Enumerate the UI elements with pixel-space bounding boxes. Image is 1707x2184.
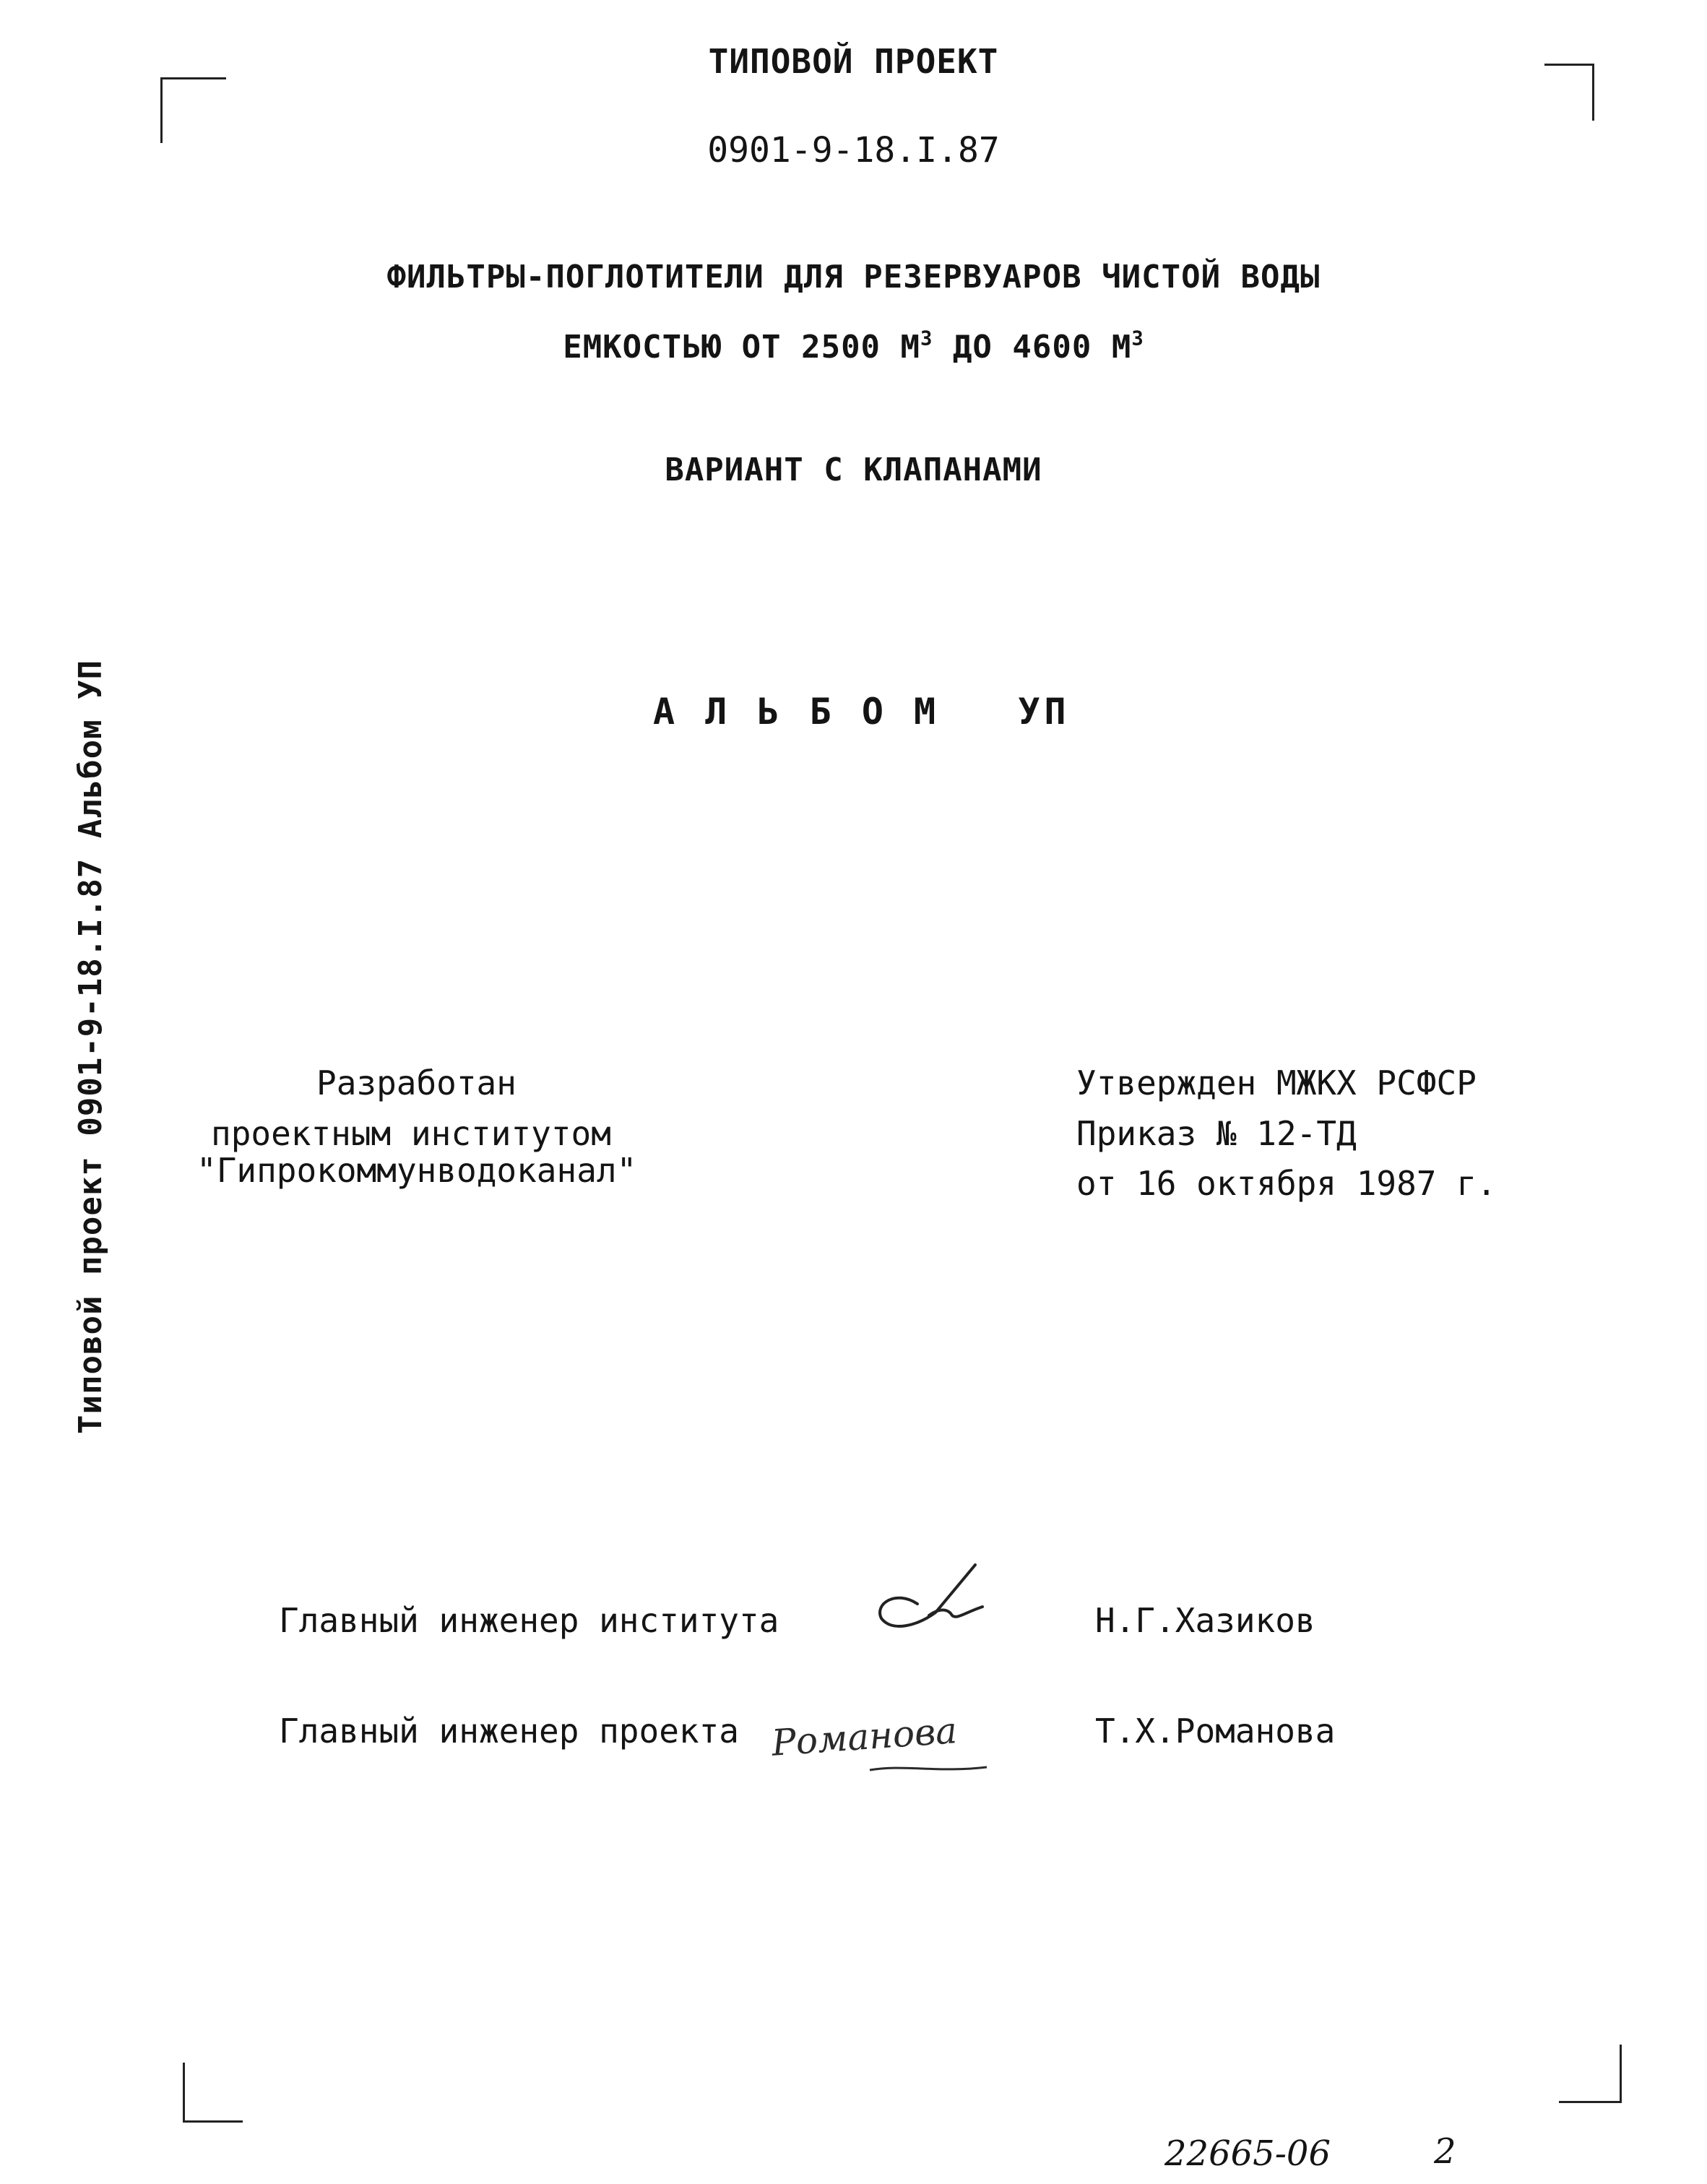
developed-institute-name: "Гипрокоммунводоканал" — [196, 1151, 637, 1190]
document-type: ТИПОВОЙ ПРОЕКТ — [708, 42, 999, 81]
corner-mark-bottom-right — [1559, 2045, 1622, 2103]
developed-institute-line: проектным институтом — [211, 1114, 611, 1153]
signature-mark-chief-engineer — [867, 1561, 997, 1647]
inventory-number: 22665-06 — [1164, 2133, 1331, 2174]
side-label: Типовой проект 0901-9-18.I.87 Альбом УП — [72, 659, 109, 1434]
signature-name-institute: Н.Г.Хазиков — [1095, 1601, 1315, 1640]
approved-by: Утвержден МЖКХ РСФСР — [1076, 1063, 1477, 1102]
title-line-2-middle: ДО 4600 М — [933, 329, 1132, 366]
signature-name-project: Т.Х.Романова — [1095, 1712, 1336, 1751]
album-label: А Л Ь Б О М УП — [653, 691, 1071, 733]
variant-title: ВАРИАНТ С КЛАПАНАМИ — [665, 452, 1042, 488]
title-line-2-prefix: ЕМКОСТЬЮ ОТ 2500 М — [563, 329, 921, 366]
title-line-1: ФИЛЬТРЫ-ПОГЛОТИТЕЛИ ДЛЯ РЕЗЕРВУАРОВ ЧИСТОЙ ВОДЫ — [386, 259, 1321, 295]
signature-mark-project-engineer: Романова — [770, 1709, 959, 1764]
approval-date: от 16 октября 1987 г. — [1076, 1164, 1497, 1203]
signature-role-project: Главный инженер проекта — [279, 1712, 739, 1751]
signature-underline — [867, 1756, 990, 1777]
title-superscript-1: 3 — [920, 327, 933, 350]
signature-role-institute: Главный инженер института — [279, 1601, 779, 1640]
title-line-2 — [0, 329, 1707, 366]
developed-label: Разработан — [316, 1063, 517, 1102]
document-number: 0901-9-18.I.87 — [707, 130, 1000, 171]
page-number: 2 — [1434, 2131, 1456, 2172]
approval-order: Приказ № 12-ТД — [1076, 1114, 1357, 1153]
corner-mark-bottom-left — [183, 2063, 243, 2123]
title-superscript-2: 3 — [1131, 327, 1144, 350]
